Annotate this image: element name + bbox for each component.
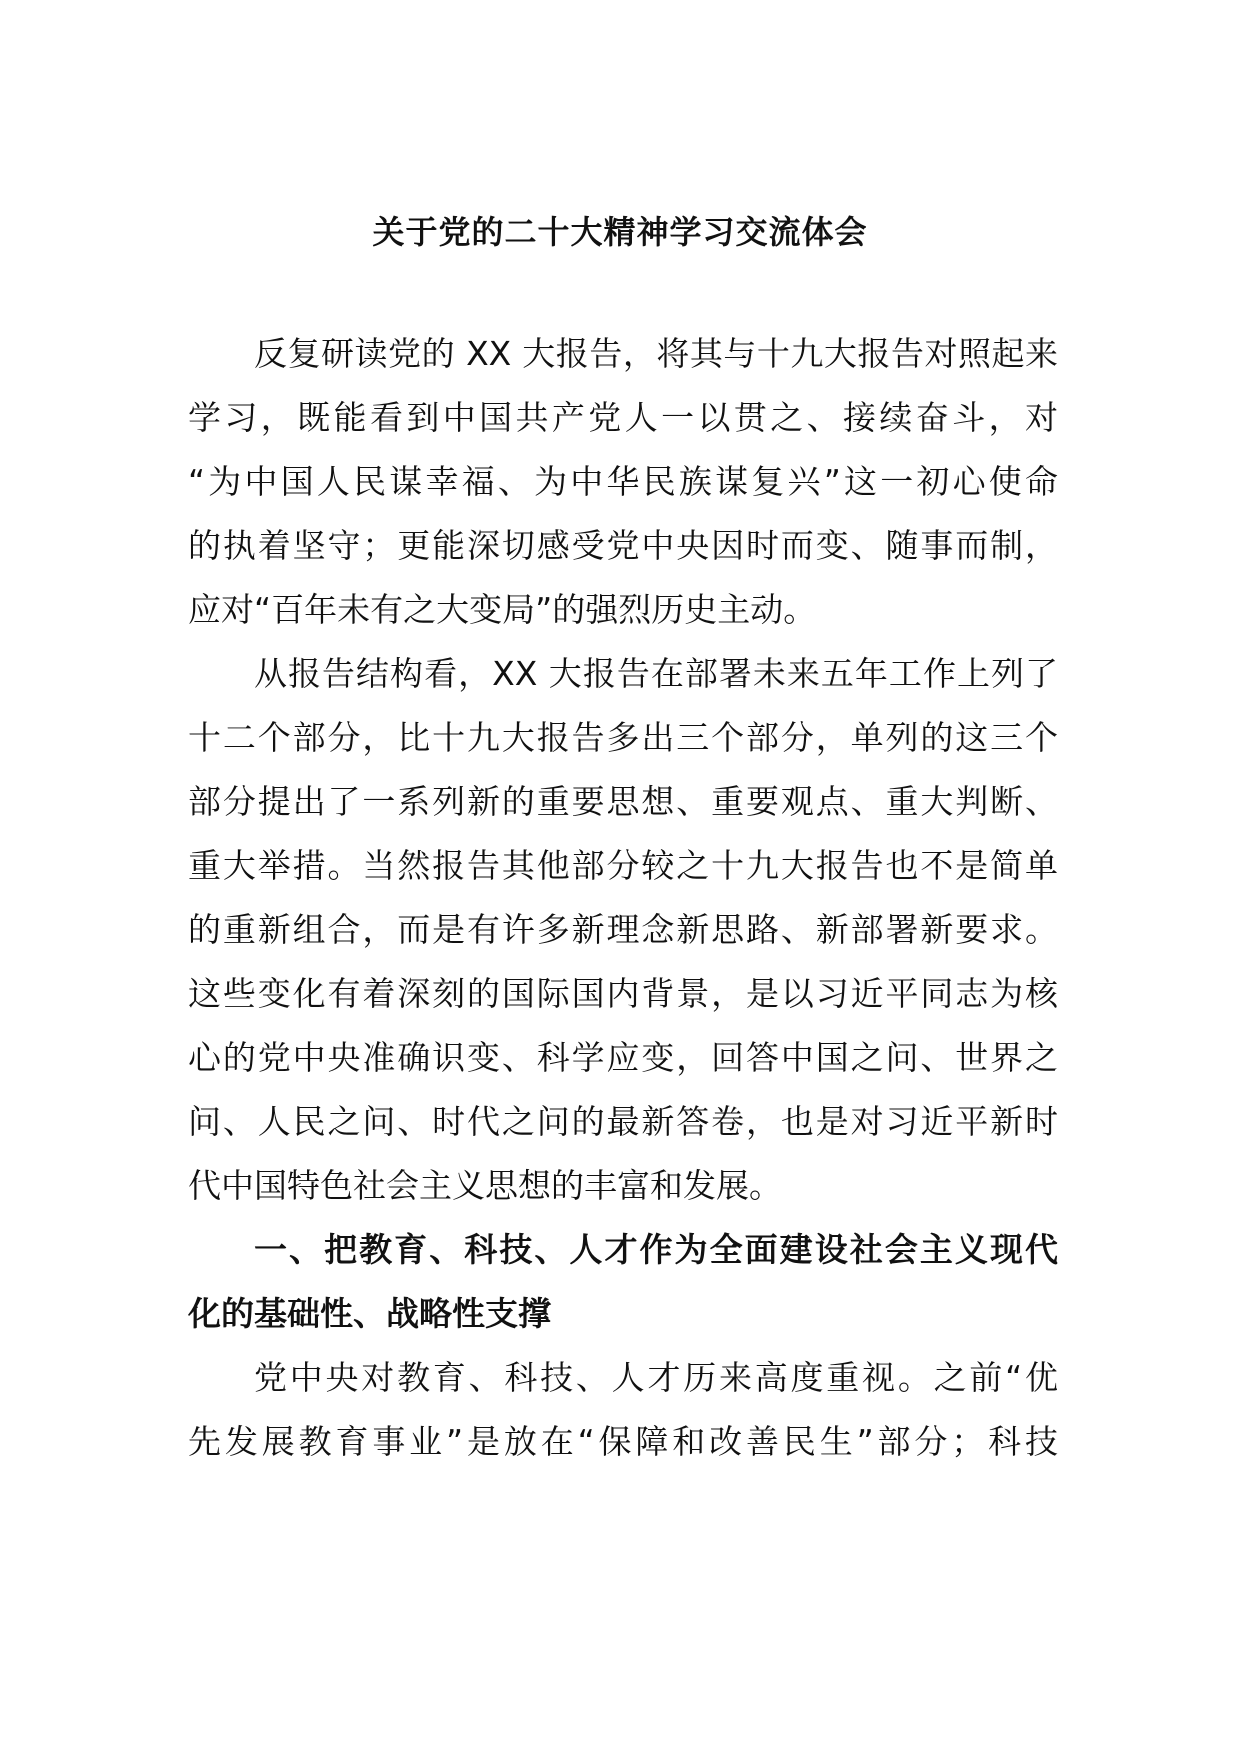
paragraph-line: 党中央对教育、科技、人才历来高度重视。之前“优: [254, 1358, 1058, 1397]
paragraph-3: [188, 1346, 1058, 1474]
heading-line: 化的基础性、战略性支撑: [188, 1294, 551, 1333]
paragraph-line: 部分提出了一系列新的重要思想、重要观点、重大判断、: [188, 782, 1058, 821]
paragraph-line: 这些变化有着深刻的国际国内背景，是以习近平同志为核: [188, 974, 1058, 1013]
document-title: 关于党的二十大精神学习交流体会: [372, 213, 868, 251]
paragraph-line: 十二个部分，比十九大报告多出三个部分，单列的这三个: [188, 718, 1058, 757]
section-heading: [188, 1218, 1058, 1346]
paragraph-2: [188, 642, 1058, 1218]
document-body: [188, 322, 1058, 1474]
paragraph-line: 反复研读党的 XX 大报告，将其与十九大报告对照起来: [254, 334, 1058, 373]
heading-line: 一、把教育、科技、人才作为全面建设社会主义现代: [254, 1230, 1058, 1269]
paragraph-line: 代中国特色社会主义思想的丰富和发展。: [188, 1166, 782, 1205]
paragraph-line: 应对“百年未有之大变局”的强烈历史主动。: [188, 590, 817, 629]
paragraph-line: 重大举措。当然报告其他部分较之十九大报告也不是简单: [188, 846, 1058, 885]
paragraph-line: 的重新组合，而是有许多新理念新思路、新部署新要求。: [188, 910, 1058, 949]
paragraph-line: 先发展教育事业”是放在“保障和改善民生”部分；科技: [188, 1422, 1058, 1461]
paragraph-line: 学习，既能看到中国共产党人一以贯之、接续奋斗，对: [188, 398, 1058, 437]
paragraph-line: 心的党中央准确识变、科学应变，回答中国之问、世界之: [188, 1038, 1058, 1077]
paragraph-line: “为中国人民谋幸福、为中华民族谋复兴”这一初心使命: [188, 462, 1058, 501]
paragraph-line: 的执着坚守；更能深切感受党中央因时而变、随事而制，: [188, 526, 1058, 565]
paragraph-1: [188, 322, 1058, 642]
paragraph-line: 问、人民之问、时代之问的最新答卷，也是对习近平新时: [188, 1102, 1058, 1141]
paragraph-line: 从报告结构看，XX 大报告在部署未来五年工作上列了: [254, 654, 1058, 693]
